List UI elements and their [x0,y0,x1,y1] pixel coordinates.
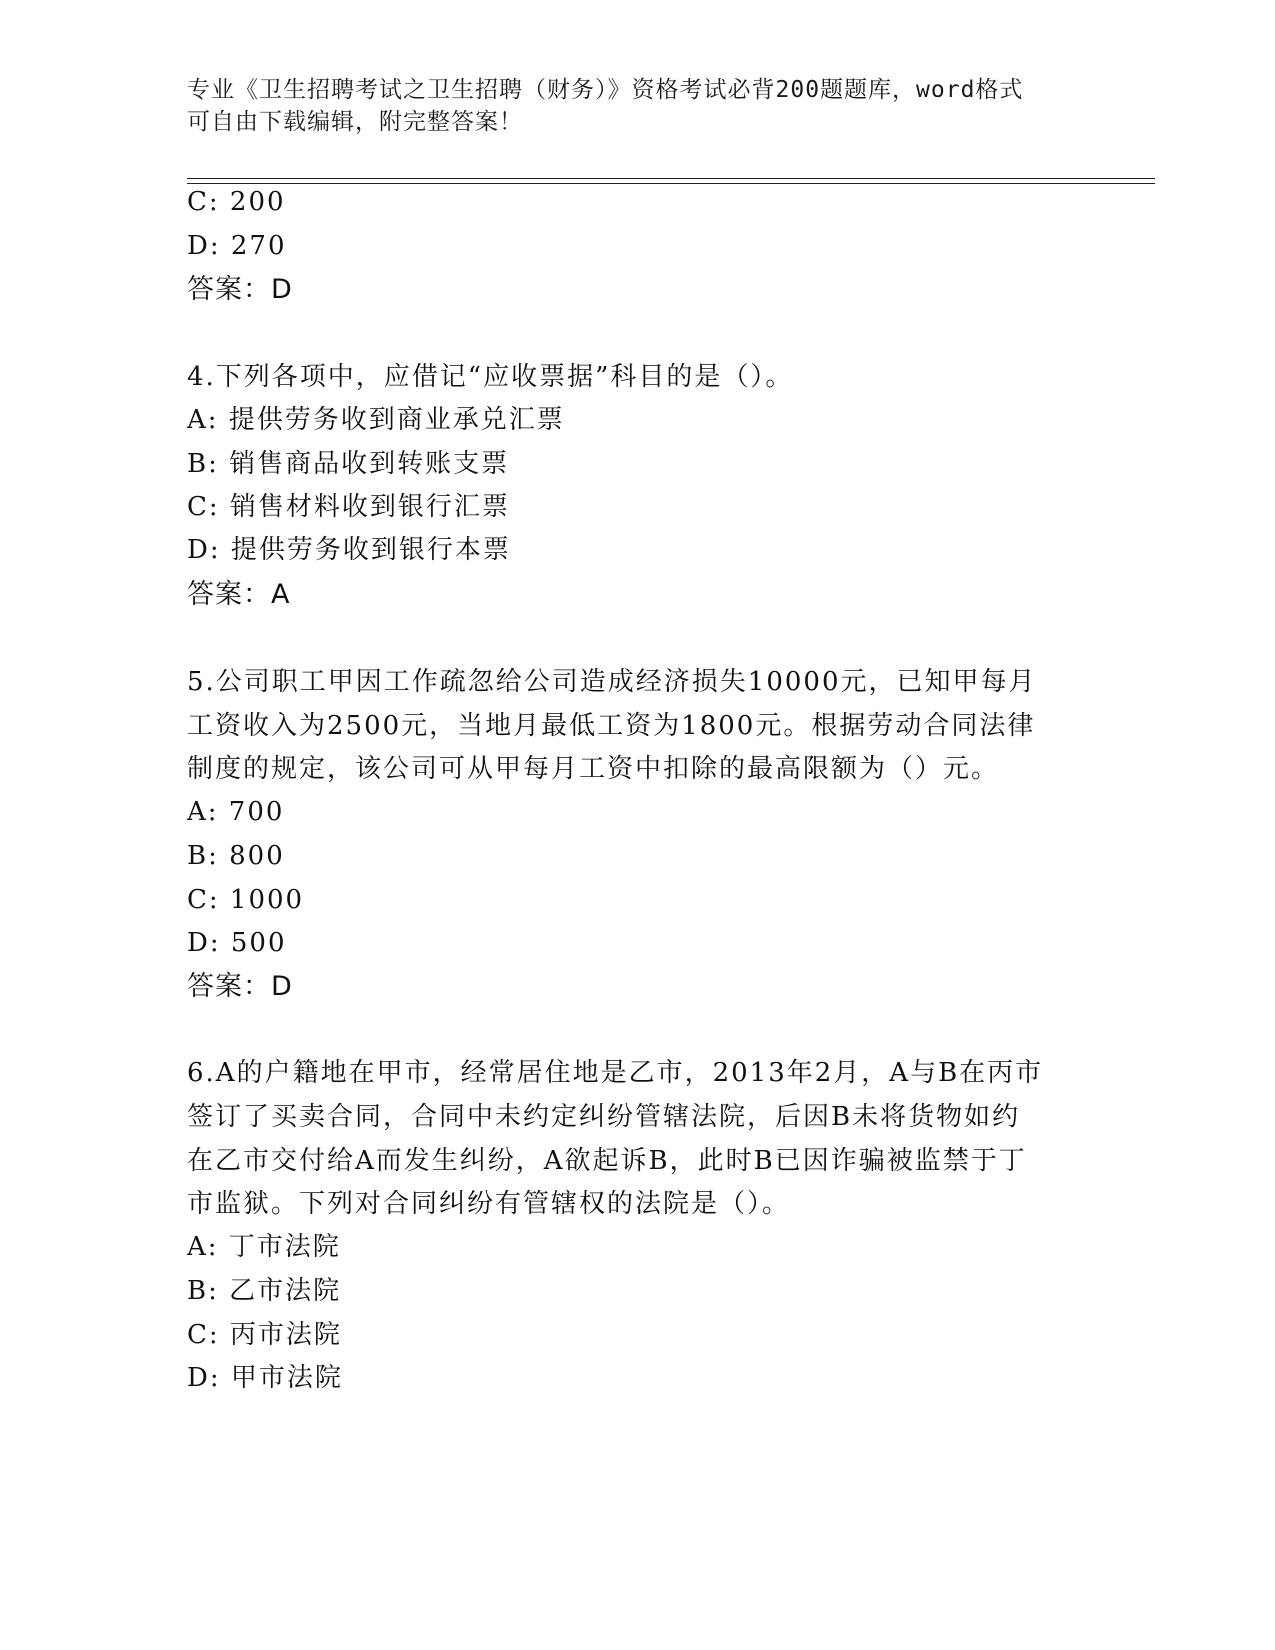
q5-answer: 答案：D [187,971,293,1002]
q5-stem-line-1: 5.公司职工甲因工作疏忽给公司造成经济损失10000元，已知甲每月 [187,667,1037,697]
q4-option-a: A: 提供劳务收到商业承兑汇票 [187,405,565,435]
header-title-line-1: 专业《卫生招聘考试之卫生招聘（财务）》资格考试必背200题题库，word格式 [187,77,1024,103]
q5-stem-line-2: 工资收入为2500元，当地月最低工资为1800元。根据劳动合同法律 [187,711,1036,741]
q6-stem-line-1: 6.A的户籍地在甲市，经常居住地是乙市，2013年2月，A与B在丙市 [187,1058,1044,1088]
document-header [187,74,1087,138]
q4-option-d: D: 提供劳务收到银行本票 [187,535,511,565]
q3-option-c: C: 200 [187,187,286,217]
q4-option-c: C: 销售材料收到银行汇票 [187,492,510,522]
header-divider-top [187,178,1155,179]
q6-option-d: D: 甲市法院 [187,1363,343,1393]
q5-option-c: C: 1000 [187,885,305,915]
header-divider-bottom [187,183,1155,184]
q6-option-c: C: 丙市法院 [187,1320,342,1350]
q6-stem-line-3: 在乙市交付给A而发生纠纷，A欲起诉B，此时B已因诈骗被监禁于丁 [187,1146,1027,1176]
q5-option-d: D: 500 [187,928,287,958]
q3-option-d: D: 270 [187,231,287,261]
q5-option-a: A: 700 [187,797,285,827]
q4-answer: 答案：A [187,579,291,610]
q5-stem-line-3: 制度的规定，该公司可从甲每月工资中扣除的最高限额为（）元。 [187,754,1000,784]
q6-stem-line-2: 签订了买卖合同，合同中未约定纠纷管辖法院，后因B未将货物如约 [187,1102,1021,1132]
q6-option-b: B: 乙市法院 [187,1276,342,1306]
q4-option-b: B: 销售商品收到转账支票 [187,449,510,479]
q4-stem: 4.下列各项中，应借记“应收票据”科目的是（）。 [187,362,794,392]
q5-option-b: B: 800 [187,841,285,871]
q6-option-a: A: 丁市法院 [187,1232,341,1262]
q3-answer: 答案：D [187,274,293,305]
q6-stem-line-4: 市监狱。下列对合同纠纷有管辖权的法院是（）。 [187,1189,791,1219]
header-title-line-2: 可自由下载编辑，附完整答案！ [187,109,523,135]
